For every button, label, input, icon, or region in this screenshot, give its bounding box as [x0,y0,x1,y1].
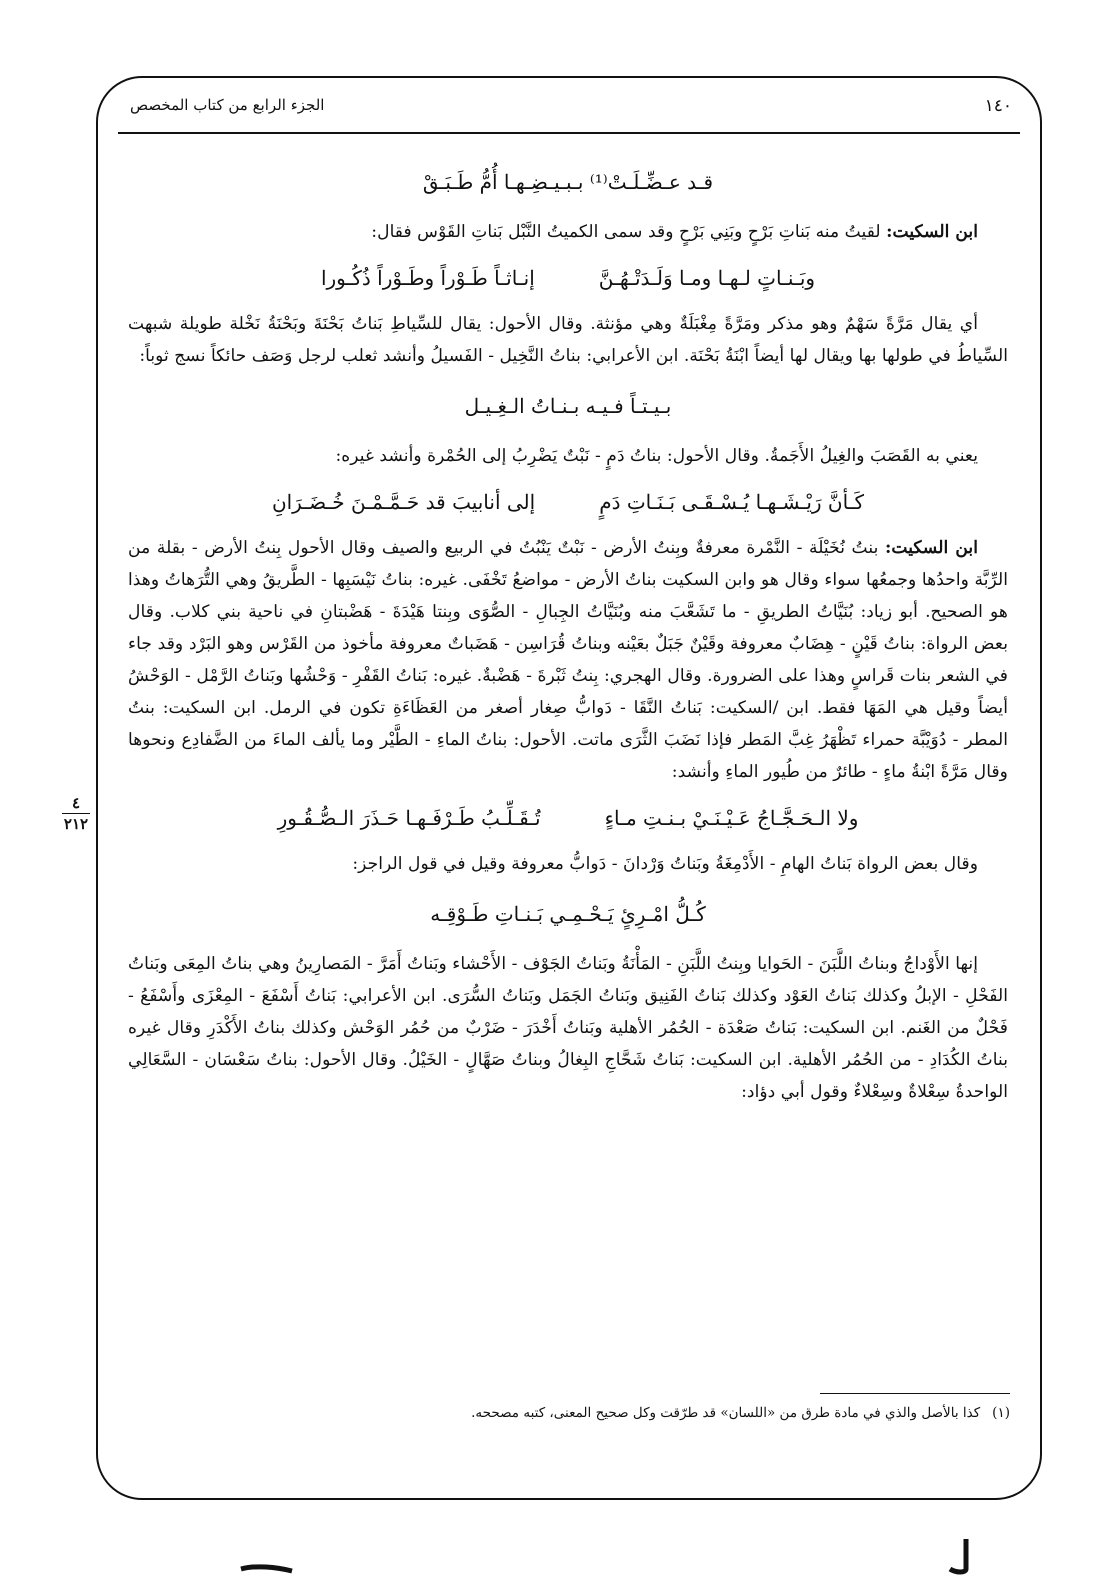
paragraph-text: بنتُ نُخَيْلَة - النَّمْرة معرفةٌ وبِنتُ الأرض - نَبْتٌ يَنْبُتُ في الربيع والصيف وقال الأحول بِنتُ الأرض - بقلة من الرِّبَّة واحدُها وجمعُها سواء وقال هو وابن السكيت بناتُ الأرض - مواضعُ تَخْفَى. غيره: بناتُ نَيْسَبِها - الطَّريقُ وهي التُّرَهاتُ وهذا هو الصحيح. أبو زياد: بُنَيَّاتُ الطريقِ - ما تَشَعَّبَ منه وبُنَيَّاتُ الجِبالِ - الصُّوَى وبِنتا هَيْدَةَ - هَضْبتانِ في ناحية بني كلاب. وقال بعض الرواة: بناتُ قَيْنٍ - هِضَابٌ معروفة وقَيْنٌ جَبَلٌ بعَيْنه وبناتُ قُرَاسِن - هَضَباتٌ معروفة مأخوذ من القَرْس وهو البَرْد وقد جاء في الشعر بنات قَراسٍ وهذا على الضرورة. وقال الهجري: بِنتُ ثَبْرةَ - هَضْبةٌ. غيره: بَناتُ القَفْرِ - وَحْشُها وبَناتُ الرَّمْل - الوَحْشُ أيضاً وقيل هي المَهَا فقط. ابن /السكيت: بَناتُ النَّقَا - دَوابُّ صِغار أصغر من العَظَاءَةِ تكون في الرمل. ابن السكيت: بنتُ المطر - دُوَيْبَّة حمراء تَظْهَرُ غِبَّ المَطر فإذا نَضَبَ الثَّرَى ماتت. الأحول: بناتُ الماءِ - الطَّيْر وما يألف الماءَ من الضَّفادِع ونحوها وقال مَرَّةً ابْنةُ ماءٍ - طائرٌ من طُيور الماءِ وأنشد: [128,538,1008,782]
verse-2 [128,262,1008,294]
page-number: ١٤٠ [984,96,1012,116]
verse-4 [128,486,1008,518]
paragraph-3: يعني به القَصَبَ والغِيلُ الأَجَمةُ. وقال الأحول: بناتُ دَمٍ - نَبْتٌ يَضْرِبُ إلى الحُمْرة وأنشد غيره: [335,446,978,466]
bottom-edge-mark-left [236,1535,296,1575]
margin-ref-bar [62,813,90,814]
paragraph-text: لقيتُ منه بَناتِ بَرْحٍ وبَنِي بَرْحٍ وقد سمى الكميتُ النَّبْل بَناتِ القَوْس فقال: [371,222,887,242]
main-text [128,148,1008,1108]
footnote-text: كذا بالأصل والذي في مادة طرق من «اللسان» قد طرّقت وكل صحيح المعنى، كتبه مصححه. [471,1405,981,1421]
margin-ref-bottom: ٢١٢ [63,815,89,833]
verse-hemistich-right: وبَـنـاتٍ لـهـا ومـا وَلَـدَتْـهُـنَّ [598,266,816,290]
paragraph-4 [128,532,1008,788]
paragraph-2: أي يقال مَرَّةً سَهْمٌ وهو مذكر ومَرَّةً مِغْبَلَةٌ وهي مؤنثة. وقال الأحول: يقال للسِّياطِ بَناتُ بَحْنَةَ وبَحْنَةُ نَخْلة طويلة شبهت السِّياطُ في طولها بها ويقال لها أيضاً ابْنَةُ بَحْنَة. ابن الأعرابي: بناتُ النَّخِيل - الفَسيلُ وأنشد ثعلب لرجل وَصَف حائكاً نسج ثوباً: [128,314,1008,366]
verse-5 [128,802,1008,834]
margin-ref-top: ٤ [71,794,81,812]
margin-reference [60,795,92,832]
paragraph-6: إنها الأَوْداجُ وبناتُ اللَّبَنَ - الحَوايا وبِنتُ اللَّبَنِ - المَأْنَةُ وبَناتُ الجَوْف - الأَحْشاء وبَناتُ أَمَرَّ - المَصارِينُ وهي بناتُ المِعَى وبَناتُ الفَحْلِ - الإبلُ وكذلك بَناتُ العَوْد وكذلك بَناتُ الفَنِيق وبَناتُ الجَمَل وبَناتُ السُّرَى. ابن الأعرابي: بَناتُ أَسْفَعَ - المِعْزَى وأَسْفَعُ - فَحْلٌ من الغَنم. ابن السكيت: بَناتُ صَعْدَة - الحُمُر الأهلية وبَناتُ أَخْدَرَ - ضَرْبٌ من حُمُر الوَحْش وكذلك بناتُ الأَكْدَرِ وقال غيره بناتُ الكُدَادِ - من الحُمُر الأهلية. ابن السكيت: بَناتُ شَحَّاجِ البِغالُ وبناتُ صَهَّالٍ - الخَيْلُ. وقال الأحول: بناتُ سَعْسَان - السَّعَالِي الواحدةُ سِعْلاةٌ وسِعْلاءٌ وقول أبي دؤاد: [128,954,1008,1102]
verse-hemistich-left: إنـاثـاً طَـوْراً وطَـوْراً ذُكُـورا [320,266,535,290]
bottom-edge-mark-right [936,1535,996,1575]
verse-hemistich-left: إلى أنابيبَ قد حَـمَّـمْـنَ خُـضَـرَانِ [271,490,536,514]
paragraph-1 [128,216,1008,248]
footnote-rule [820,1393,1010,1394]
page-header [120,92,1018,122]
footnote [330,1402,1010,1424]
header-rule [118,132,1020,134]
verse-hemistich-right: ولا الـحَـجَّـاجُ عَـيْـنَـيْ بـنـتِ مـاءٍ [604,806,859,830]
verse-1: قـد عـضِّـلَـتْ⁽¹⁾ بـبـيـضِـهـا أُمُّ طَـبَـقْ [422,170,714,194]
verse-3: بـيـتـاً فـيـه بـنـاتُ الـغِـيـل [464,394,672,418]
verse-6: كُـلُّ امْـرِئٍ يَـحْـمِـي بَـنـاتِ طَـوْقِـه [430,902,706,926]
running-title: الجزء الرابع من كتاب المخصص [130,96,325,114]
verse-hemistich-right: كَـأنَّ رَيْـشَـهـا يُـسْـقَـى بَـنَـاتِ دَمٍ [599,490,865,514]
speaker-name: ابن السكيت: [885,538,978,558]
paragraph-5: وقال بعض الرواة بَناتُ الهامِ - الأَدْمِغَةُ وبَناتُ وَرْدانَ - دَوابُّ معروفة وقيل في قول الراجز: [352,854,978,874]
speaker-name: ابن السكيت: [886,222,978,242]
footnote-number: (١) [992,1405,1010,1421]
verse-hemistich-left: تُـقَـلِّـبُ طَـرْفَـهـا حَـذَرَ الـصُّـقُـورِ [277,806,541,830]
